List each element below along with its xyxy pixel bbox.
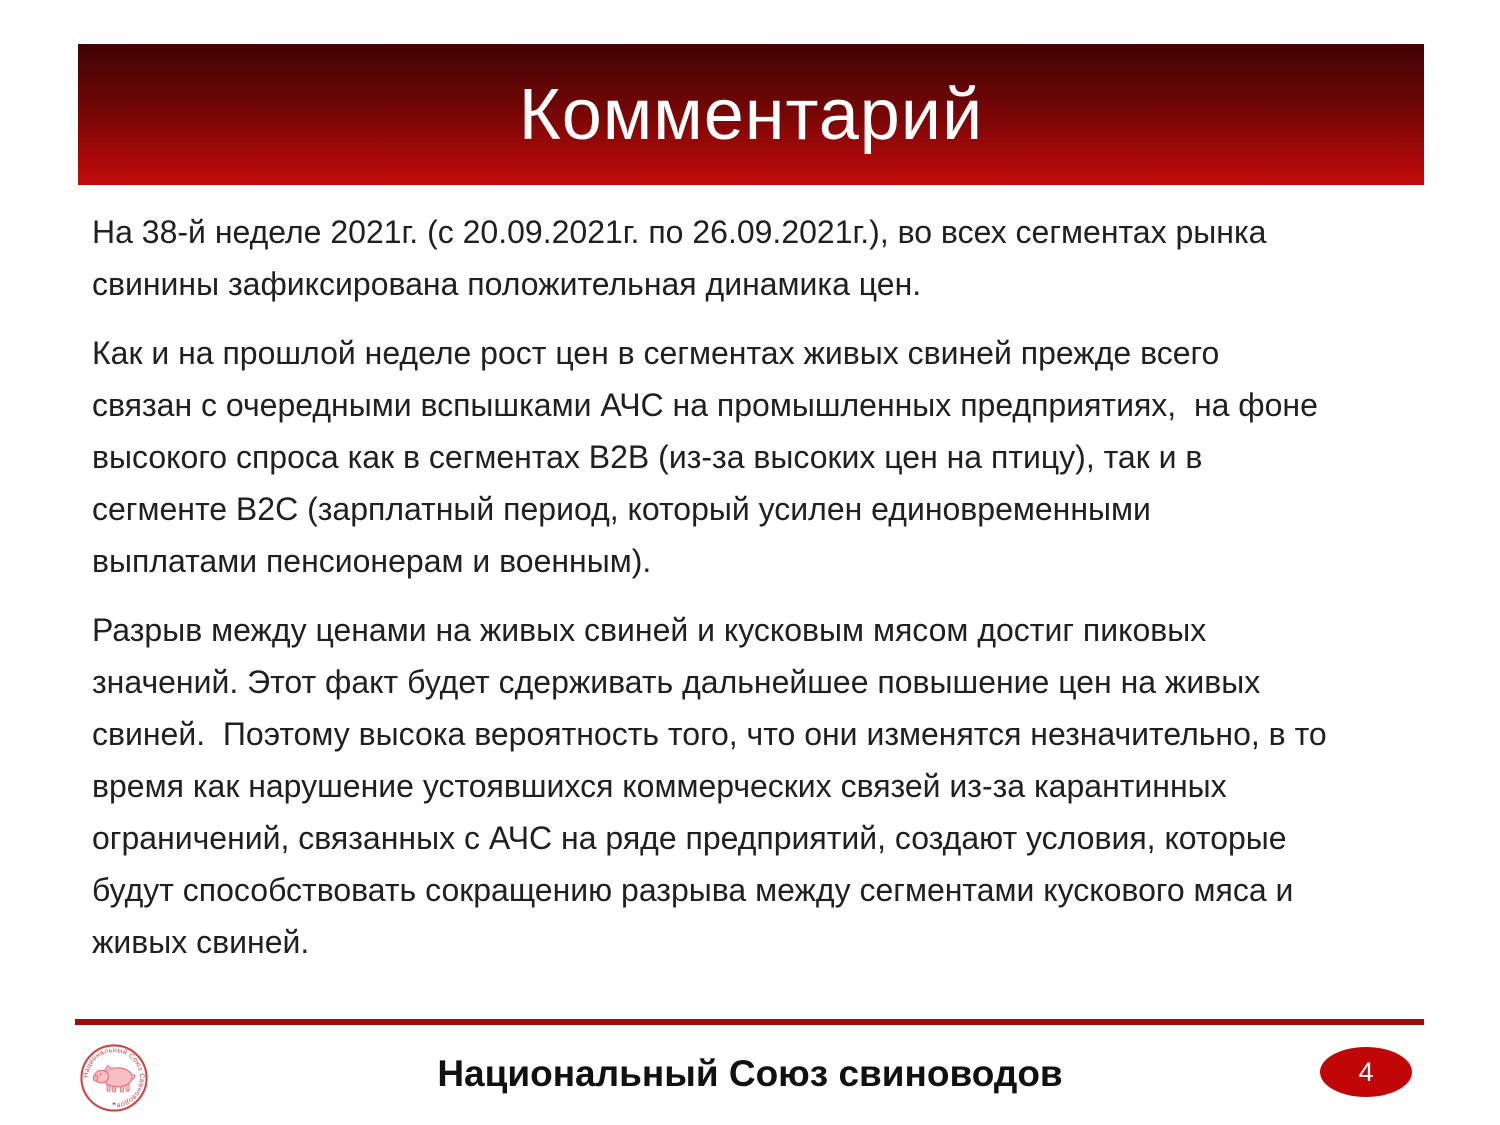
page-number-badge xyxy=(1320,1047,1412,1097)
text-line: живых свиней. xyxy=(92,924,310,960)
text-line: свинины зафиксирована положительная динамика цен. xyxy=(92,266,922,302)
body-text xyxy=(92,206,1442,985)
slide-title: Комментарий xyxy=(518,74,984,155)
text-line: значений. Этот факт будет сдерживать дальнейшее повышение цен на живых xyxy=(92,664,1261,700)
logo-rosette-icon: ✦ xyxy=(111,1101,117,1108)
logo-ring-text: Национальный Союз Свиноводов xyxy=(82,1047,146,1109)
text-line: высокого спроса как в сегментах B2B (из-за высоких цен на птицу), так и в xyxy=(92,439,1203,475)
text-line: выплатами пенсионерам и военным). xyxy=(92,543,652,579)
text-line: ограничений, связанных с АЧС на ряде предприятий, создают условия, которые xyxy=(92,820,1287,856)
text-line: На 38-й неделе 2021г. (с 20.09.2021г. по 26.09.2021г.), во всех сегментах рынка xyxy=(92,214,1267,250)
text-line: будут способствовать сокращению разрыва между сегментами кускового мяса и xyxy=(92,872,1294,908)
text-line: сегменте B2C (зарплатный период, который усилен единовременными xyxy=(92,491,1151,527)
paragraph-2 xyxy=(92,327,1442,587)
text-line: Как и на прошлой неделе рост цен в сегментах живых свиней прежде всего xyxy=(92,335,1220,371)
text-line: время как нарушение устоявшихся коммерческих связей из-за карантинных xyxy=(92,768,1227,804)
footer-divider xyxy=(75,1019,1424,1025)
paragraph-1 xyxy=(92,206,1442,310)
text-line: связан с очередными вспышками АЧС на промышленных предприятиях, на фоне xyxy=(92,387,1318,423)
text-line: Разрыв между ценами на живых свиней и кусковым мясом достиг пиковых xyxy=(92,612,1207,648)
text-line: свиней. Поэтому высока вероятность того, что они изменятся незначительно, в то xyxy=(92,716,1327,752)
paragraph-3 xyxy=(92,604,1442,968)
title-banner xyxy=(78,44,1424,185)
page-number: 4 xyxy=(1358,1056,1374,1087)
footer-org-name: Национальный Союз свиноводов xyxy=(437,1053,1063,1094)
